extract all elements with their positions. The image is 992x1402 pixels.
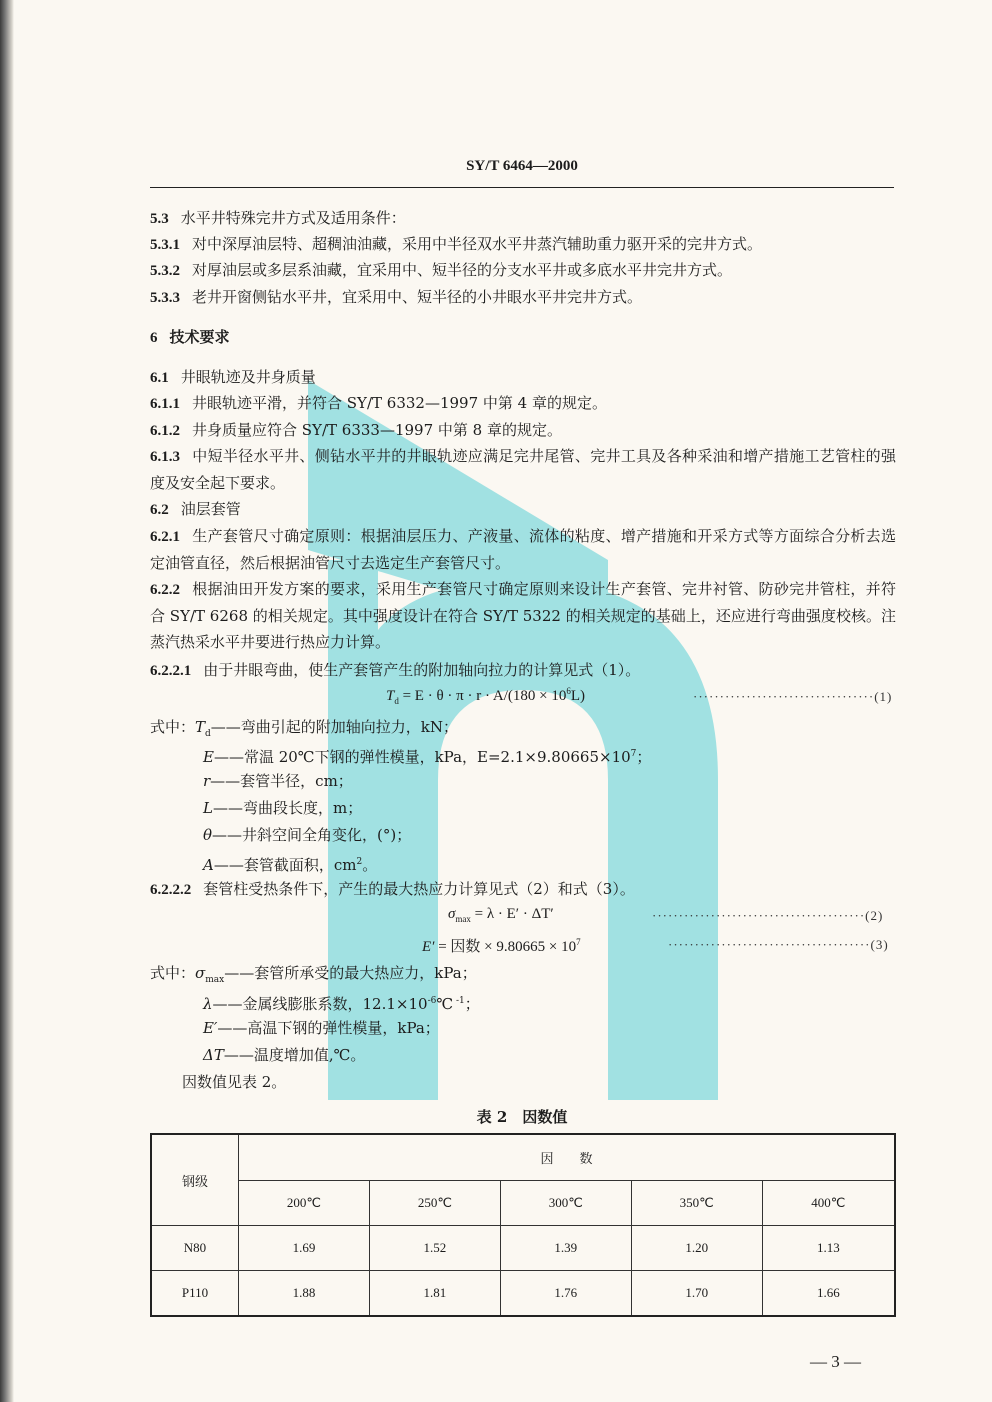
section-6-heading: 6 技术要求 (150, 328, 230, 346)
table-header-temp: 200℃ (239, 1180, 370, 1226)
table-cell-grade: N80 (151, 1226, 239, 1271)
table-header-temp: 300℃ (500, 1180, 631, 1226)
formula-3-leader: ······································(3) (668, 937, 889, 952)
where-block-1-item-0: 式中：$T_d——$弯曲引起的附加轴向拉力，kN； (150, 718, 459, 739)
where-block-2-item-0: 式中：$\sigma_{max}——$套管所承受的最大热应力，kPa； (150, 964, 477, 985)
clause-5-3-2: 5.3.2 对厚油层或多层系油藏，宜采用中、短半径的分支水平井或多底水平井完井方式。 (150, 261, 733, 279)
clause-6-2-1: 6.2.1 生产套管尺寸确定原则：根据油层压力、产液量、流体的粘度、增产措施和开采方式等方面综合分析去选定油管直径，然后根据油管尺寸去选定生产套管尺寸。 (150, 527, 896, 572)
where-block-2-item-1: λ——金属线膨胀系数，$12.1\times 10^{-6}℃$ $^{-1}$； (203, 995, 480, 1013)
clause-6-1-2: 6.1.2 井身质量应符合 SY/T 6333—1997 中第 8 章的规定。 (150, 421, 562, 439)
table-cell: 1.39 (500, 1226, 631, 1271)
binding-edge (0, 0, 14, 1402)
table-cell: 1.69 (239, 1226, 370, 1271)
table-cell: 1.70 (631, 1271, 762, 1317)
where-block-1-item-1: E——常温 20℃下钢的弹性模量，kPa，$E=2.1\times 9.80665\times 10^7$； (203, 748, 652, 766)
table-cell: 1.81 (369, 1271, 500, 1317)
where-block-1-item-5: A——套管截面积，$cm^2$。 (203, 856, 378, 874)
clause-5-3: 5.3 水平井特殊完井方式及适用条件： (150, 209, 406, 227)
table-header-factor: 因 数 (239, 1134, 896, 1180)
clause-5-3-1: 5.3.1 对中深厚油层特、超稠油油藏，采用中半径双水平井蒸汽辅助重力驱开采的完井方式。 (150, 235, 763, 253)
standard-code-header: SY/T 6464—2000 (466, 158, 578, 174)
where-block-2-item-3: ΔT——温度增加值,℃。 (203, 1046, 366, 1064)
table-row (151, 1271, 895, 1317)
table-header-temp: 250℃ (369, 1180, 500, 1226)
formula-2-leader: ········································(2) (652, 908, 884, 923)
clause-6-2-2-2: 6.2.2.2 套管柱受热条件下，产生的最大热应力计算见式（2）和式（3）。 (150, 880, 635, 898)
formula-1-leader: ··································(1) (693, 689, 893, 704)
clause-6-2: 6.2 油层套管 (150, 500, 241, 518)
clause-5-3-3: 5.3.3 老井开窗侧钻水平井，宜采用中、短半径的小井眼水平井完井方式。 (150, 288, 643, 306)
header-rule (150, 187, 894, 188)
where-block-1-item-4: θ——井斜空间全角变化，(°)； (203, 826, 412, 844)
table-cell: 1.13 (762, 1226, 895, 1271)
table-cell-grade: P110 (151, 1271, 239, 1317)
where-block-2-item-2: E′——高温下钢的弹性模量，kPa； (203, 1019, 440, 1037)
table-cell: 1.20 (631, 1226, 762, 1271)
table-cell: 1.52 (369, 1226, 500, 1271)
table-header-grade: 钢级 (151, 1134, 239, 1226)
clause-6-2-2-1: 6.2.2.1 由于井眼弯曲，使生产套管产生的附加轴向拉力的计算见式（1）。 (150, 661, 641, 679)
clause-6-1-3: 6.1.3 中短半径水平井、侧钻水平井的井眼轨迹应满足完井尾管、完井工具及各种采油和增产措施工艺管柱的强度及安全起下要求。 (150, 447, 896, 492)
see-table-note: 因数值见表 2。 (182, 1073, 287, 1091)
table-row (151, 1226, 895, 1271)
page-number: — 3 — (810, 1352, 861, 1371)
formula-2: $\sigma_{max} = \lambda \cdot E' \cdot \Delta T'$ (448, 906, 554, 924)
where-block-1-item-3: L——弯曲段长度，m； (203, 799, 363, 817)
clause-6-2-2: 6.2.2 根据油田开发方案的要求，采用生产套管尺寸确定原则来设计生产套管、完井衬管、防砂完井管柱，并符合 SY/T 6268 的相关规定。其中强度设计在符合 SY/T 5322 的相关规定的基础上，还应进行弯曲强度校核。注蒸汽热采水平井要进行热应力计算。 (150, 580, 896, 651)
clause-6-1: 6.1 井眼轨迹及井身质量 (150, 368, 316, 386)
table-2-caption: 表 2 因数值 (476, 1108, 568, 1126)
table-cell: 1.66 (762, 1271, 895, 1317)
where-block-1-item-2: r——套管半径，cm； (203, 772, 353, 790)
clause-6-1-1: 6.1.1 井眼轨迹平滑，并符合 SY/T 6332—1997 中第 4 章的规定。 (150, 394, 607, 412)
table-cell: 1.76 (500, 1271, 631, 1317)
formula-3: E′ = 因数 × $9.80665 \times 10^7$ (422, 937, 581, 955)
formula-1: $T_d = E \cdot \theta \cdot \pi \cdot r \cdot A/(180 \times 10^6L)$ (386, 686, 585, 706)
table-cell: 1.88 (239, 1271, 370, 1317)
table-header-temp: 400℃ (762, 1180, 895, 1226)
factor-table (150, 1133, 896, 1317)
table-header-temp: 350℃ (631, 1180, 762, 1226)
